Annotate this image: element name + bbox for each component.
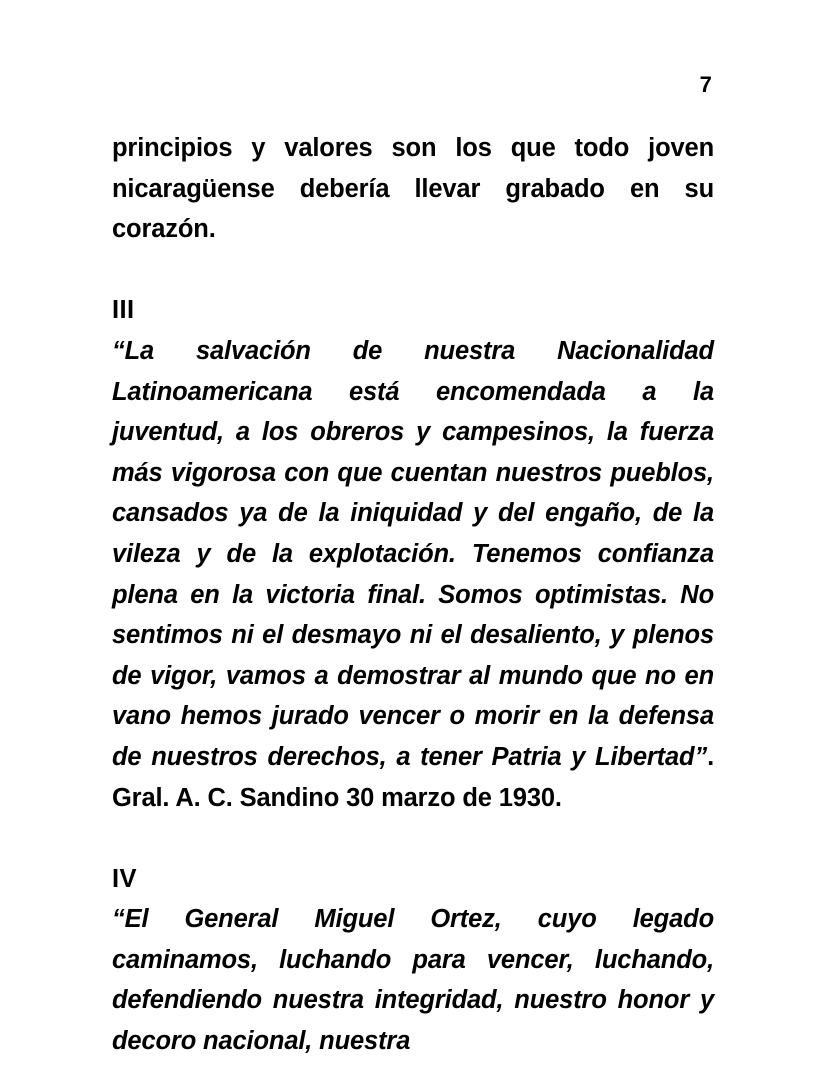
continued-paragraph: principios y valores son los que todo joven nicaragüense debería llevar grabado en su corazón. [112, 134, 714, 244]
section-gap [112, 818, 714, 859]
page-body [112, 128, 714, 1062]
section-iii-quote-close: ” [694, 742, 708, 771]
page-number: 7 [699, 72, 712, 97]
section-iv-quote-text: El General Miguel Ortez, cuyo legado caminamos, luchando para vencer, luchando, defendiendo nuestra integridad, nuestro honor y decoro nacional, nuestra [112, 905, 714, 1056]
paragraph-gap [112, 250, 714, 291]
section-iii-attribution: . Gral. A. C. Sandino 30 marzo de 1930. [112, 742, 714, 812]
section-numeral-iii: III [112, 296, 135, 325]
section-iii-quote-text: La salvación de nuestra Nacionalidad Latinoamericana está encomendada a la juventud, a los obreros y campesinos, la fuerza más vigorosa con que cuentan nuestros pueblos, cansados ya de la iniquidad y del engaño, de la vileza y de la explotación. Tenemos confianza plena en la victoria final. Somos optimistas. No sentimos ni el desmayo ni el desaliento, y plenos de vigor, vamos a demostrar al mundo que no en vano hemos jurado vencer o morir en la defensa de nuestros derechos, a tener Patria y Libertad [112, 336, 714, 771]
section-iv-quote-paragraph [112, 899, 714, 1061]
section-iv-quote-open: “ [112, 905, 125, 934]
section-iii-quote-open: “ [112, 336, 125, 365]
section-numeral-iv: IV [112, 864, 137, 893]
section-iii-quote-paragraph [112, 331, 714, 818]
